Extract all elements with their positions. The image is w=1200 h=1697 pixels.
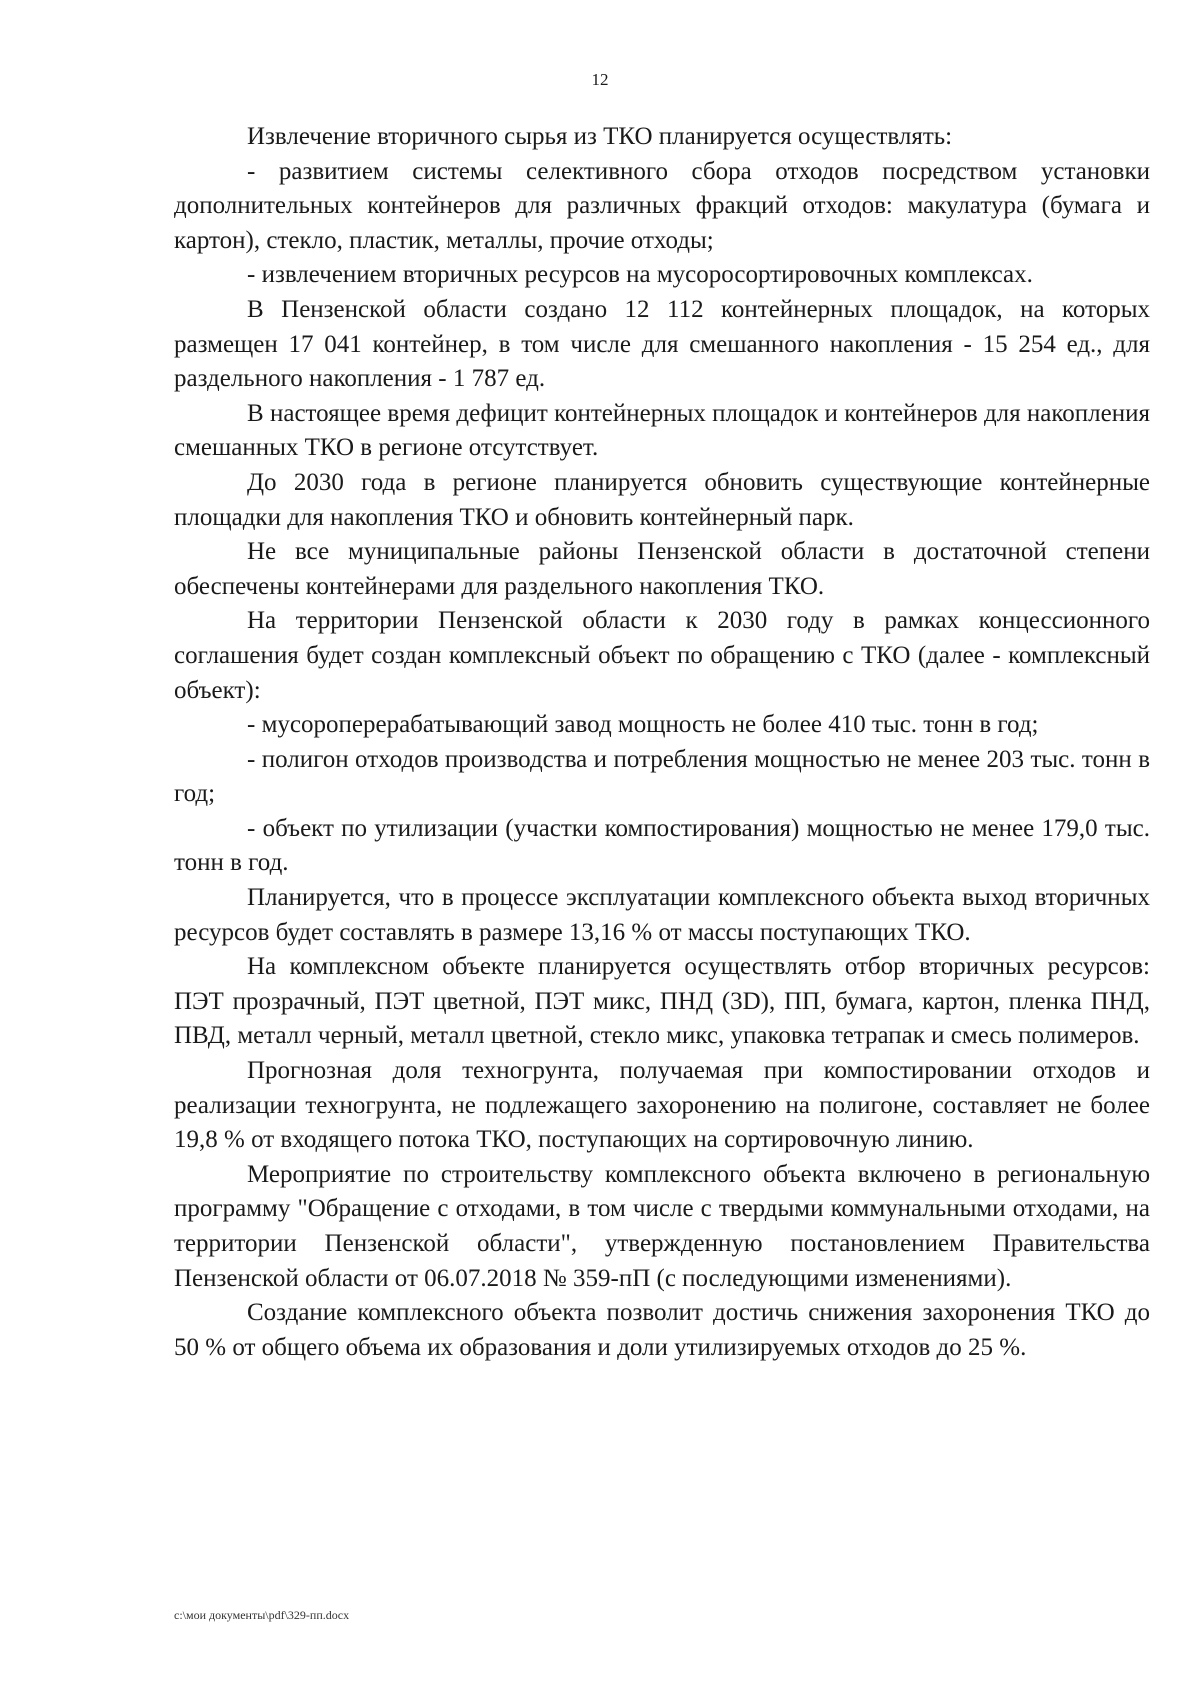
paragraph-3: - извлечением вторичных ресурсов на мусоросортировочных комплексах.: [247, 261, 1033, 289]
paragraph-10: - полигон отходов производства и потребления мощностью не менее 203 тыс. тонн в год;: [174, 745, 1150, 808]
paragraph-15: Мероприятие по строительству комплексного объекта включено в региональную программу "Обращение с отходами, в том числе с твердыми коммунальными отходами, на территории Пензенской области", утвержденную постановлением Правительства Пензенской области от 06.07.2018 № 359-пП (с последующими изменениями).: [174, 1160, 1150, 1292]
paragraph-1: Извлечение вторичного сырья из ТКО планируется осуществлять:: [247, 123, 953, 150]
paragraph-7: Не все муниципальные районы Пензенской области в достаточной степени обеспечены контейнерами для раздельного накопления ТКО.: [174, 538, 1150, 600]
paragraph-9: - мусороперерабатывающий завод мощность не более 410 тыс. тонн в год;: [247, 711, 1039, 739]
footer-file-path: c:\мои документы\pdf\329-пп.docx: [174, 1608, 350, 1622]
paragraph-6: До 2030 года в регионе планируется обновить существующие контейнерные площадки для накопления ТКО и обновить контейнерный парк.: [174, 468, 1150, 531]
paragraph-16: Создание комплексного объекта позволит достичь снижения захоронения ТКО до 50 % от общего объема их образования и доли утилизируемых отходов до 25 %.: [174, 1299, 1150, 1361]
paragraph-4: В Пензенской области создано 12 112 контейнерных площадок, на которых размещен 17 041 контейнер, в том числе для смешанного накопления - 15 254 ед., для раздельного накопления - 1 787 ед.: [174, 295, 1150, 393]
paragraph-5: В настоящее время дефицит контейнерных площадок и контейнеров для накопления смешанных ТКО в регионе отсутствует.: [174, 399, 1150, 462]
paragraph-11: - объект по утилизации (участки компостирования) мощностью не менее 179,0 тыс. тонн в год.: [174, 814, 1150, 877]
paragraph-13: На комплексном объекте планируется осуществлять отбор вторичных ресурсов: ПЭТ прозрачный, ПЭТ цветной, ПЭТ микс, ПНД (3D), ПП, бумага, картон, пленка ПНД, ПВД, металл черный, металл цветной, стекло микс, упаковка тетрапак и смесь полимеров.: [174, 953, 1150, 1050]
paragraph-8: На территории Пензенской области к 2030 году в рамках концессионного соглашения будет создан комплексный объект по обращению с ТКО (далее - комплексный объект):: [174, 607, 1150, 704]
paragraph-2: - развитием системы селективного сбора отходов посредством установки дополнительных контейнеров для различных фракций отходов: макулатура (бумага и картон), стекло, пластик, металлы, прочие отходы;: [174, 157, 1150, 254]
paragraph-14: Прогнозная доля техногрунта, получаемая при компостировании отходов и реализации техногрунта, не подлежащего захоронению на полигоне, составляет не более 19,8 % от входящего потока ТКО, поступающих на сортировочную линию.: [174, 1057, 1150, 1154]
document-body: [174, 120, 1150, 1365]
page-number: 12: [591, 70, 609, 89]
paragraph-12: Планируется, что в процессе эксплуатации комплексного объекта выход вторичных ресурсов будет составлять в размере 13,16 % от массы поступающих ТКО.: [174, 884, 1150, 946]
